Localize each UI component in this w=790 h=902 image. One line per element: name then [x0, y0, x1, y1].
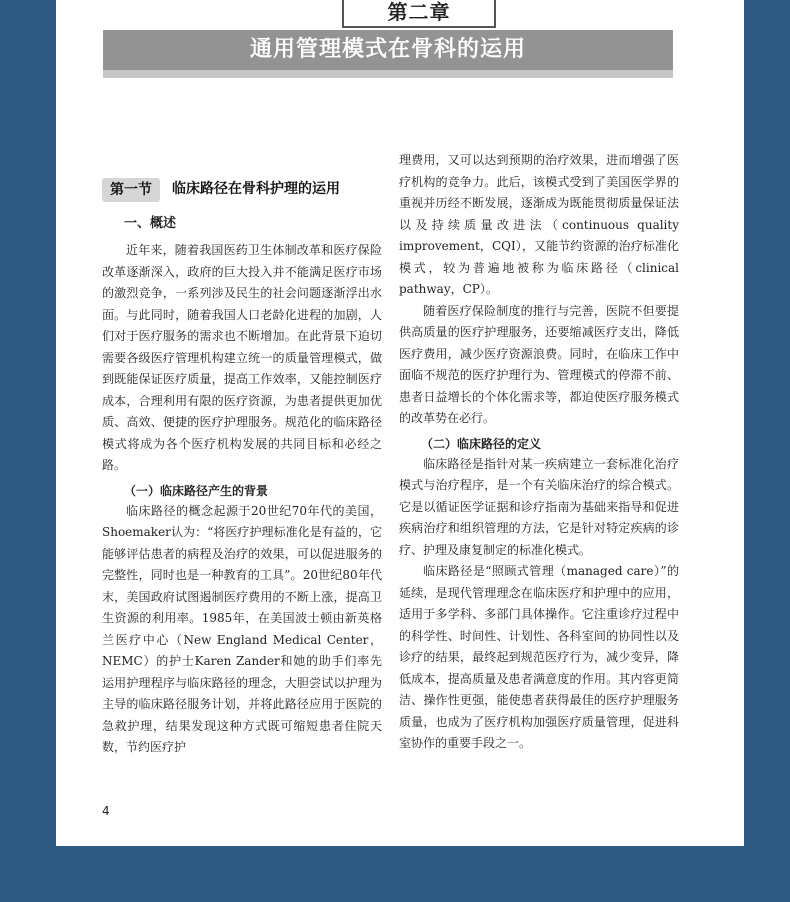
section-title: 临床路径在骨科护理的运用	[172, 181, 340, 198]
paragraph: 随着医疗保险制度的推行与完善，医院不但要提供高质量的医疗护理服务，还要缩减医疗支出，降低医疗费用，减少医疗资源浪费。同时，在临床工作中面临不规范的医疗护理行为、管理模式的停滞不前、患者日益增长的个体化需求等，都迫使医疗服务模式的改革势在必行。	[399, 303, 679, 425]
section-heading	[102, 178, 382, 202]
heading-overview: 一、概述	[124, 216, 177, 231]
book-page	[56, 0, 744, 846]
heading-definition: （二）临床路径的定义	[421, 436, 542, 451]
section-tag: 第一节	[102, 178, 160, 202]
page-number: 4	[102, 804, 110, 818]
paragraph: 近年来，随着我国医药卫生体制改革和医疗保险改革逐渐深入，政府的巨大投入并不能满足医疗市场的激烈竞争，一系列涉及民生的社会问题逐渐浮出水面。与此同时，随着我国人口老龄化进程的加剧，人们对于医疗服务的需求也不断增加。在此背景下迫切需要各级医疗管理机构建立统一的质量管理模式，做到既能保证医疗质量，提高工作效率，又能控制医疗成本，合理利用有限的医疗资源，为患者提供更加优质、高效、便捷的医疗护理服务。规范化的临床路径模式将成为各个医疗机构发展的共同目标和必经之路。	[102, 243, 382, 472]
paragraph: 临床路径是指针对某一疾病建立一套标准化治疗模式与治疗程序，是一个有关临床治疗的综合模式。它是以循证医学证据和诊疗指南为基础来指导和促进疾病治疗和组织管理的方法，它是针对特定疾病的诊疗、护理及康复制定的标准化模式。	[399, 456, 679, 557]
chapter-label: 第二章	[342, 0, 496, 28]
chapter-title: 通用管理模式在骨科的运用	[103, 30, 673, 78]
paragraph: 临床路径是“照顾式管理（managed care）”的延续，是现代管理理念在临床医疗和护理中的应用，适用于多学科、多部门具体操作。它注重诊疗过程中的科学性、时间性、计划性、各科室间的协同性以及诊疗的结果，最终起到规范医疗行为，减少变异，降低成本，提高质量及患者满意度的作用。其内容更简洁、操作性更强，能使患者获得最佳的医疗护理服务质量，也成为了医疗机构加强医疗质量管理，促进科室协作的重要手段之一。	[399, 564, 679, 750]
heading-background: （一）临床路径产生的背景	[124, 483, 269, 498]
right-column	[399, 150, 679, 755]
paragraph-continued: 理费用，又可以达到预期的治疗效果，进而增强了医疗机构的竞争力。此后，该模式受到了美国医学界的重视并历经不断发展，逐渐成为既能贯彻质量保证法以及持续质量改进法（continuous quality improvement，CQI），又能节约资源的治疗标准化模式，较为普遍地被称为临床路径（clinical pathway，CP）。	[399, 153, 679, 296]
left-column	[102, 178, 382, 759]
paragraph: 临床路径的概念起源于20世纪70年代的美国，Shoemaker认为：“将医疗护理标准化是有益的，它能够评估患者的病程及治疗的效果，可以促进服务的完整性，同时也是一种教育的工具”。20世纪80年代末，美国政府试图遏制医疗费用的不断上涨，提高卫生资源的利用率。1985年，在美国波士顿由新英格兰医疗中心（New England Medical Center，NEMC）的护士Karen Zander和她的助手们率先运用护理程序与临床路径的理念，大胆尝试以护理为主导的临床路径服务计划，并将此路径应用于医院的急救护理，结果发现这种方式既可缩短患者住院天数，节约医疗护	[102, 503, 382, 754]
